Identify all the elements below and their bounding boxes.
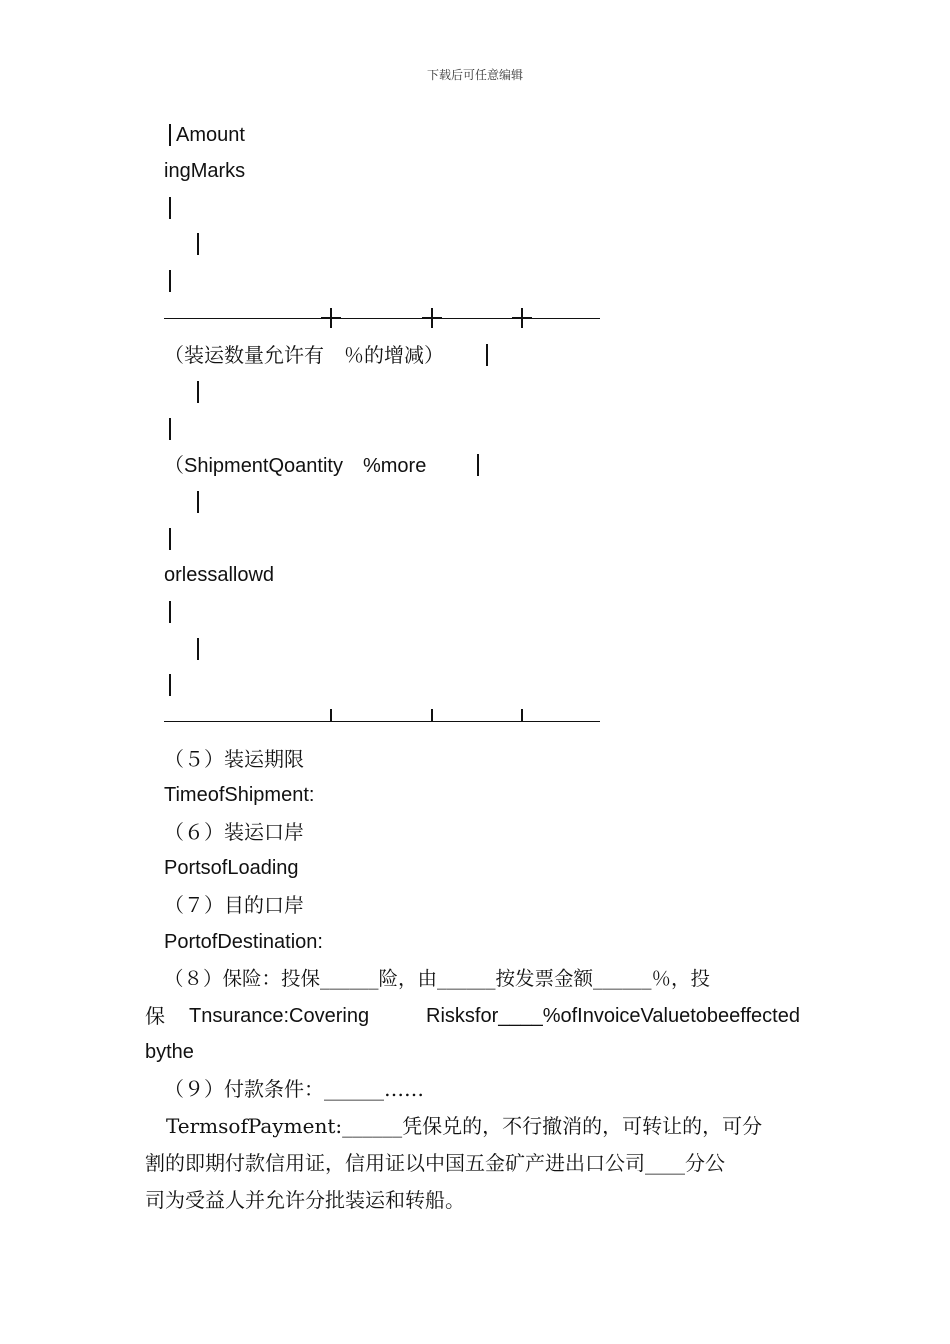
shipment-quantity-en-2: orlessallowd (164, 564, 275, 586)
table-border (169, 674, 171, 696)
item-9-line4: 司为受益人并允许分批装运和转船。 (145, 1188, 465, 1212)
item-7-cn: （７）目的口岸 (164, 893, 304, 917)
item-6-en: PortsofLoading (164, 857, 299, 879)
table-border (169, 601, 171, 623)
table-cross (321, 308, 341, 328)
item-9-line1: （９）付款条件：______…… (164, 1077, 424, 1101)
table-border (477, 454, 479, 476)
marks-label: ingMarks (164, 160, 246, 182)
table-divider (164, 318, 600, 319)
amount-label: Amount (176, 124, 245, 146)
table-border (169, 270, 171, 292)
item-5-en: TimeofShipment: (164, 784, 315, 806)
item-5-cn: （５）装运期限 (164, 747, 304, 771)
table-border (197, 381, 199, 403)
item-8-line2b: Tnsurance:Covering (189, 1005, 370, 1027)
item-8-line1: （８）保险：投保______险，由______按发票金额______％，投 (164, 967, 711, 990)
shipment-quantity-cn: （装运数量允许有 ％的增减） (164, 343, 444, 367)
item-7-en: PortofDestination: (164, 931, 323, 953)
item-8-line2a: 保 (145, 1004, 165, 1028)
table-border (169, 528, 171, 550)
shipment-quantity-en: （ShipmentQoantity %more (164, 455, 427, 477)
table-border (197, 233, 199, 255)
item-6-cn: （６）装运口岸 (164, 820, 304, 844)
table-border (197, 638, 199, 660)
table-bottom-rule (164, 721, 600, 722)
table-border (486, 344, 488, 366)
table-border (169, 197, 171, 219)
table-cross (422, 308, 442, 328)
table-tee (422, 709, 442, 721)
page-header-note: 下载后可任意编辑 (426, 68, 523, 82)
table-cross (512, 308, 532, 328)
table-border (197, 491, 199, 513)
table-tee (512, 709, 532, 721)
table-border (169, 124, 171, 146)
table-border (169, 418, 171, 440)
item-8-line3: bythe (145, 1041, 194, 1063)
item-9-line2: TermsofPayment:______凭保兑的，不行撤消的，可转让的，可分 (166, 1114, 763, 1138)
table-tee (321, 709, 341, 721)
item-9-line3: 割的即期付款信用证，信用证以中国五金矿产进出口公司____分公 (145, 1151, 725, 1175)
item-8-line2c: Risksfor____%ofInvoiceValuetobeeffected (426, 1005, 800, 1027)
